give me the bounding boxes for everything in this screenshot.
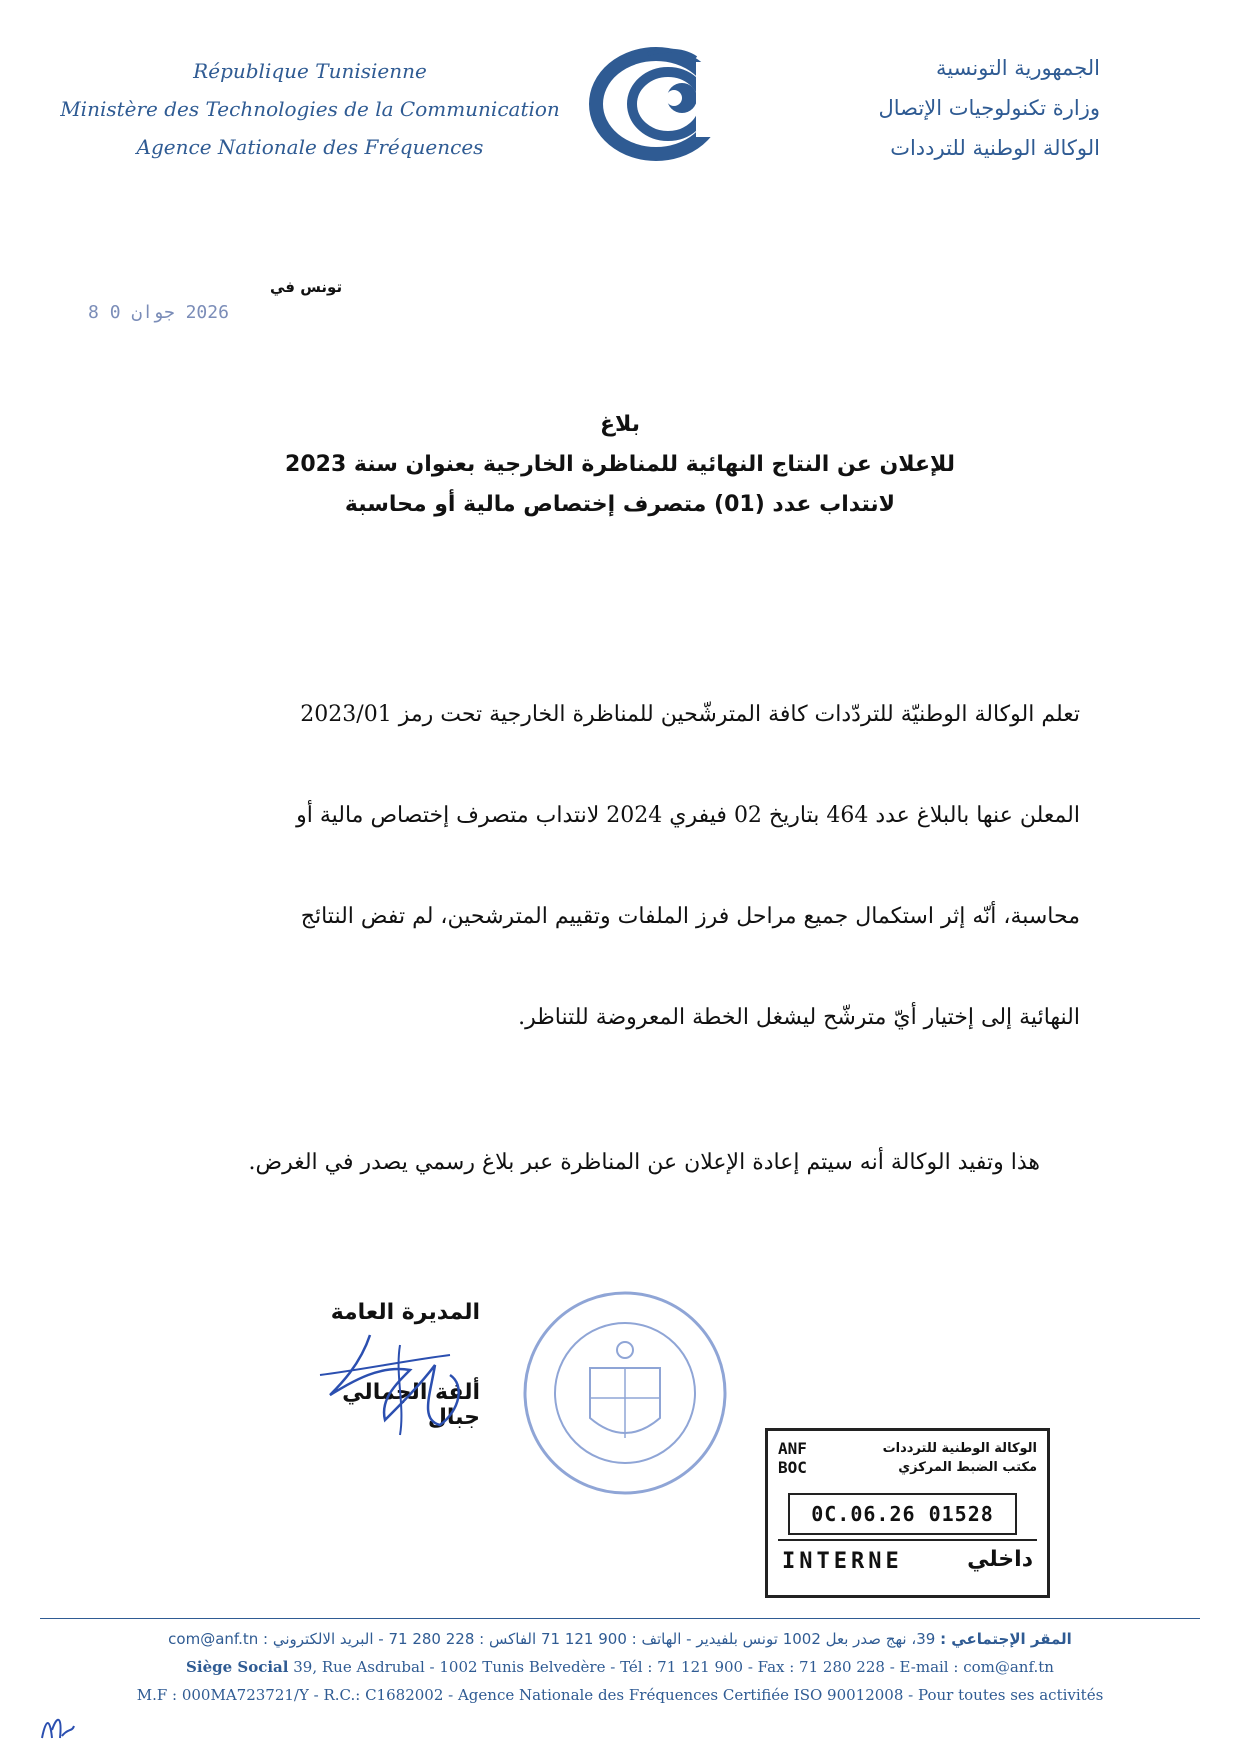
body-line: النهائية إلى إختيار أيّ مترشّح ليشغل الخطة المعروضة للتناظر.	[518, 1005, 1080, 1030]
footer-arabic-address	[40, 1630, 1200, 1648]
title-notice: بلاغ	[600, 412, 640, 437]
footer-divider	[40, 1618, 1200, 1619]
footer-ar-label: المقر الإجتماعي :	[940, 1630, 1072, 1648]
letterhead-fr-agency: Agence Nationale des Fréquences	[136, 135, 484, 159]
letterhead-ar-agency: الوكالة الوطنية للترددات	[890, 136, 1100, 160]
title-subject: للإعلان عن النتاج النهائية للمناظرة الخارجية بعنوان سنة 2023	[285, 452, 955, 477]
signatory-name: ألفة الجمالي جبال	[342, 1380, 480, 1430]
stamp-reference-number: 0C.06.26 01528	[788, 1493, 1017, 1535]
letterhead-fr-republic: République Tunisienne	[193, 59, 427, 83]
footer-fr-text: 39, Rue Asdrubal - 1002 Tunis Belvedère - Tél : 71 121 900 - Fax : 71 280 228 - E-mail : com@anf.tn	[288, 1658, 1054, 1676]
stamp-internal-ar: داخلي	[967, 1547, 1033, 1572]
footer-ar-text: 39، نهج صدر بعل 1002 تونس بلفيدير - الهاتف : 900 121 71 الفاكس : 228 280 71 - البريد الالكتروني : com@anf.tn	[168, 1630, 936, 1648]
footer-legal: M.F : 000MA723721/Y - R.C.: C1682002 - Agence Nationale des Fréquences Certifiée ISO 90012008 - Pour toutes ses activités	[136, 1686, 1104, 1704]
stamp-internal-fr: INTERNE	[782, 1549, 903, 1574]
body-line: تعلم الوكالة الوطنيّة للتردّدات كافة المترشّحين للمناظرة الخارجية تحت رمز 2023/01	[300, 702, 1080, 727]
handwritten-initials	[38, 1708, 78, 1748]
city-label: تونس في	[270, 278, 343, 296]
letterhead-french	[40, 52, 580, 166]
body-paragraph	[140, 695, 1080, 1099]
letterhead-fr-ministry: Ministère des Technologies de la Communication	[60, 97, 560, 121]
title-position: لانتداب عدد (01) متصرف إختصاص مالية أو محاسبة	[344, 492, 896, 517]
title-block	[120, 405, 1120, 525]
footer-fr-label: Siège Social	[186, 1658, 289, 1676]
registry-stamp	[765, 1428, 1050, 1598]
stamp-agency-ar: الوكالة الوطنية للترددات	[882, 1441, 1037, 1456]
stamp-code-anf: ANF	[778, 1439, 807, 1458]
official-seal	[520, 1288, 730, 1498]
letterhead-ar-ministry: وزارة تكنولوجيات الإتصال	[878, 96, 1100, 120]
body-line: المعلن عنها بالبلاغ عدد 464 بتاريخ 02 فيفري 2024 لانتداب متصرف إختصاص مالية أو	[296, 803, 1080, 828]
letterhead-ar-republic: الجمهورية التونسية	[936, 56, 1100, 80]
letterhead-arabic	[770, 48, 1100, 168]
signatory-role: المديرة العامة	[330, 1300, 480, 1325]
stamp-office-ar: مكتب الضبط المركزي	[898, 1460, 1037, 1475]
body-line: محاسبة، أنّه إثر استكمال جميع مراحل فرز الملفات وتقييم المترشحين، لم تفض النتائج	[300, 904, 1080, 929]
agency-logo	[578, 42, 738, 162]
stamp-code-boc: BOC	[778, 1458, 807, 1477]
closing-paragraph: هذا وتفيد الوكالة أنه سيتم إعادة الإعلان عن المناظرة عبر بلاغ رسمي يصدر في الغرض.	[248, 1150, 1040, 1175]
footer-french-address	[40, 1658, 1200, 1676]
date-stamp: 2026 جوان 0 8	[88, 302, 229, 323]
handwritten-signature	[300, 1325, 500, 1440]
